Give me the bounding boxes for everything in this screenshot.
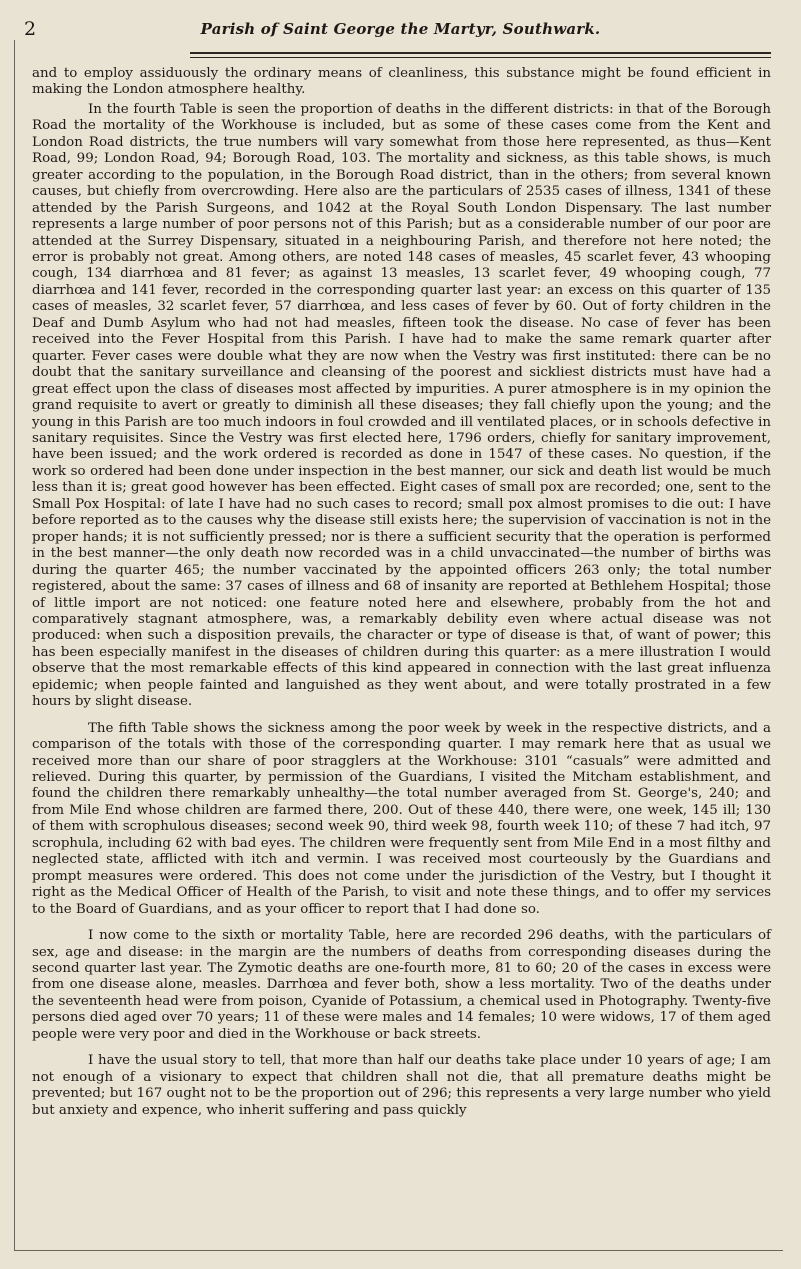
- page-header: [18, 18, 783, 46]
- paragraph-fourth-table: In the fourth Table is seen the proportion of deaths in the different districts: in that of the Borough Road the mortality of the Workhouse is included, but as some of these cases come from the Kent and London Road districts, the true numbers will vary somewhat from those here represented, as thus—Kent Road, 99; London Road, 94; Borough Road, 103. The mortality and sickness, as this table shows, is much greater according to the population, in the Borough Road district, than in the others; from several known causes, but chiefly from overcrowding. Here also are the particulars of 2535 cases of illness, 1341 of these attended by the Parish Surgeons, and 1042 at the Royal South London Dispensary. The last number represents a large number of poor persons not of this Parish; but as a considerable number of our poor are attended at the Surrey Dispensary, situated in a neighbouring Parish, and therefore not here noted; the error is probably not great. Among others, are noted 148 cases of measles, 45 scarlet fever, 43 whooping cough, 134 diarrhœa and 81 fever; as against 13 measles, 13 scarlet fever, 49 whooping cough, 77 diarrhœa and 141 fever, recorded in the corresponding quarter last year: an excess on this quarter of 135 cases of measles, 32 scarlet fever, 57 diarrhœa, and less cases of fever by 60. Out of forty children in the Deaf and Dumb Asylum who had not had measles, fifteen took the disease. No case of fever has been received into the Fever Hospital from this Parish. I have had to make the same remark quarter after quarter. Fever cases were double what they are now when the Vestry was first instituted: there can be no doubt that the sanitary surveillance and cleansing of the poorest and sickliest districts must have had a great effect upon the class of diseases most affected by impurities. A purer atmosphere is in my opinion the grand requisite to avert or greatly to diminish all these diseases; they fall chiefly upon the young; and the young in this Parish are too much indoors in foul crowded and ill ventilated places, or in schools defective in sanitary requisites. Since the Vestry was first elected here, 1796 orders, chiefly for sanitary improvement, have been issued; and the work ordered is recorded as done in 1547 of these cases. No question, if the work so ordered had been done under inspection in the best manner, our sick and death list would be much less than it is; great good however has been effected. Eight cases of small pox are recorded; one, sent to the Small Pox Hospital: of late I have had no such cases to record; small pox almost promises to die out: I have before reported as to the causes why the disease still exists here; the supervision of vaccination is not in the proper hands; it is not sufficiently pressed; nor is there a sufficient security that the operation is performed in the best manner—the only death now recorded was in a child unvaccinated—the number of births was during the quarter 465; the number vaccinated by the appointed officers 263 only; the total number registered, about the same: 37 cases of illness and 68 of insanity are reported at Bethlehem Hospital; those of little import are not noticed: one feature noted here and elsewhere, probably from the hot and comparatively stagnant atmosphere, was, a remarkably debility even where actual disease was not produced: when such a disposition prevails, the character or type of disease is that, of want of power; this has been especially manifest in the diseases of children during this quarter: as a mere illustration I would observe that the most remarkable effects of this kind appeared in connection with the last great influenza epidemic; when people fainted and languished as they went about, and were totally prostrated in a few hours by slight disease.: [32, 101, 771, 710]
- paragraph-sixth-table: I now come to the sixth or mortality Table, here are recorded 296 deaths, with the particulars of sex, age and disease: in the margin are the numbers of deaths from corresponding diseases during the second quarter last year. The Zymotic deaths are one-fourth more, 81 to 60; 20 of the cases in excess were from one disease alone, measles. Darrhœa and fever both, show a less mortality. Two of the deaths under the seventeenth head were from poison, Cyanide of Potassium, a chemical used in Photography. Twenty-five persons died aged over 70 years; 11 of these were males and 14 females; 10 were widows, 17 of them aged people were very poor and died in the Workhouse or back streets.: [32, 928, 771, 1042]
- page-border-bottom: [14, 1250, 783, 1251]
- paragraph-fifth-table: The fifth Table shows the sickness among the poor week by week in the respective districts, and a comparison of the totals with those of the corresponding quarter. I may remark here that as usual we received more than our share of poor stragglers at the Workhouse: 3101 “casuals” were admitted and relieved. During this quarter, by permission of the Guardians, I visited the Mitcham establishment, and found the children there remarkably unhealthy—the total number averaged from St. George's, 240; and from Mile End whose children are farmed there, 200. Out of these 440, there were, one week, 145 ill; 130 of them with scrophulous diseases; second week 90, third week 98, fourth week 110; of these 7 had itch, 97 scrophula, including 62 with bad eyes. The children were frequently sent from Mile End in a most filthy and neglected state, afflicted with itch and vermin. I was received most courteously by the Guardians and prompt measures were ordered. This does not come under the jurisdiction of the Vestry, but I thought it right as the Medical Officer of Health of the Parish, to visit and note these things, and to offer my services to the Board of Guardians, and as your officer to report that I had done so.: [32, 720, 771, 917]
- paragraph-usual-story: I have the usual story to tell, that more than half our deaths take place under 10 years of age; I am not enough of a visionary to expect that children shall not die, that all premature deaths might be prevented; but 167 ought not to be the proportion out of 296; this represents a very large number who yield but anxiety and expence, who inherit suffering and pass quickly: [32, 1053, 771, 1118]
- header-rule-thin: [190, 57, 771, 58]
- page-number: 2: [24, 18, 37, 40]
- body-text: [32, 66, 771, 1122]
- running-title: Parish of Saint George the Martyr, Southwark.: [200, 20, 601, 38]
- header-rule: [190, 52, 771, 54]
- paragraph-continuation: and to employ assiduously the ordinary means of cleanliness, this substance might be found efficient in making the London atmosphere healthy.: [32, 66, 771, 98]
- page-border-left: [14, 40, 15, 1251]
